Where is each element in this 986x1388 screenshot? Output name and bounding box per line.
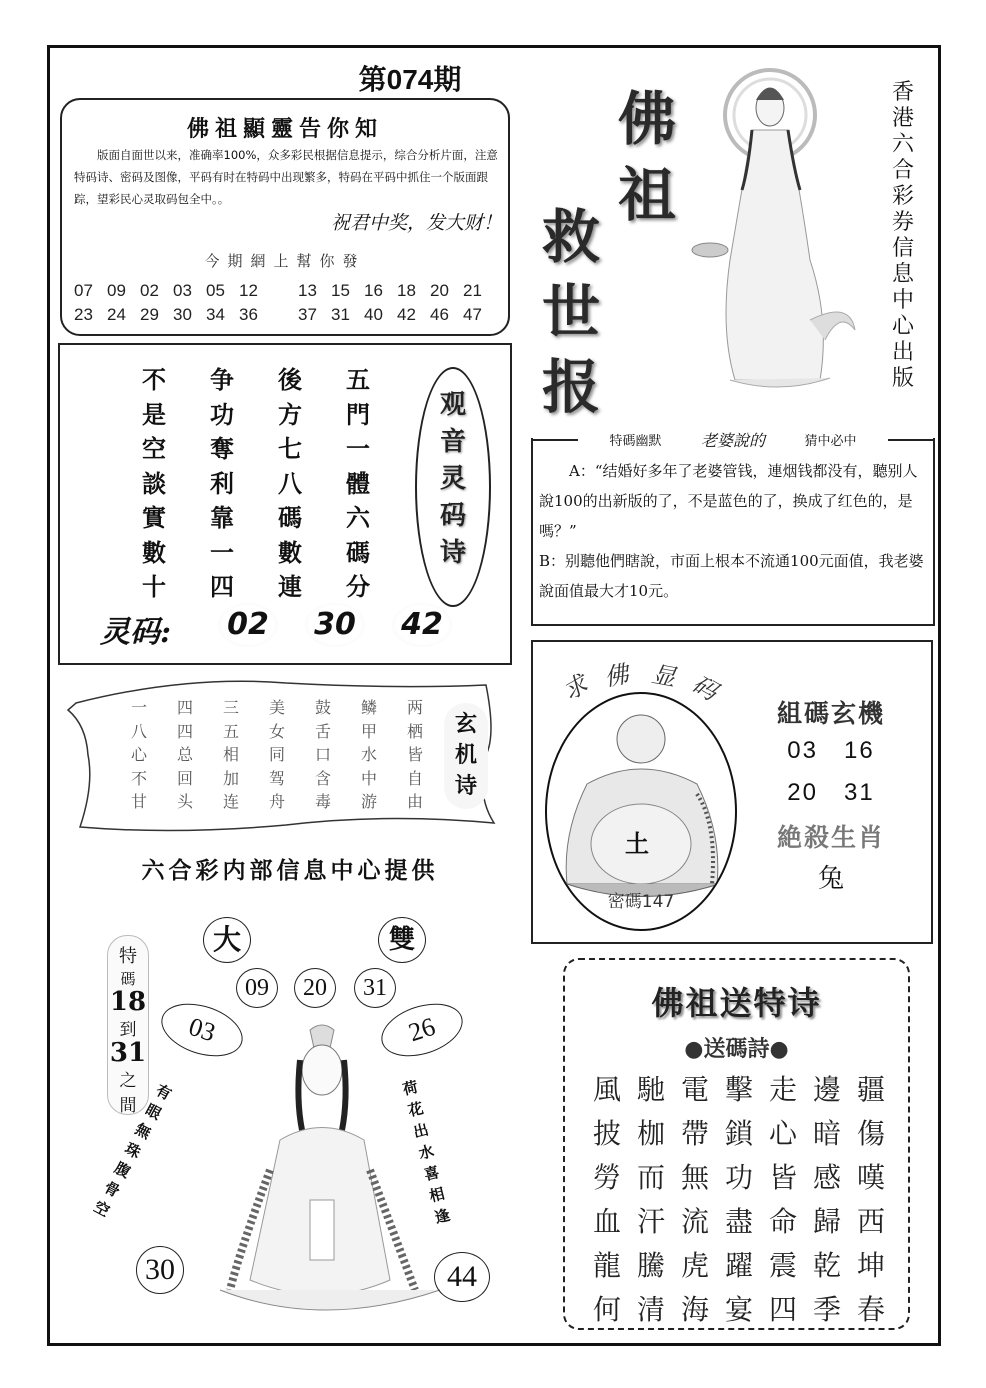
number: 05	[206, 281, 225, 300]
pill-char: 到	[119, 1020, 137, 1040]
poem-char: 中	[360, 768, 377, 788]
poem-char: 舟	[268, 792, 285, 811]
number: 02	[140, 281, 159, 300]
poem-char: 皆	[768, 1161, 797, 1194]
poem-char: 五	[222, 721, 239, 741]
number: 47	[463, 305, 482, 324]
pub-char: 港	[891, 106, 914, 131]
poem-char: 嘆	[856, 1161, 885, 1194]
pub-char: 中	[891, 288, 914, 313]
number: 20	[430, 281, 449, 300]
poem-char: 一	[130, 698, 147, 717]
top-number: 20	[294, 968, 336, 1008]
pub-char: 信	[891, 236, 914, 261]
lingma-number: 30	[305, 603, 365, 647]
poem-char: 而	[636, 1161, 665, 1194]
label-char: 诗	[439, 538, 466, 568]
poem-char: 方	[278, 399, 302, 429]
poem-char: 歸	[812, 1205, 841, 1238]
poem-char: 震	[768, 1249, 797, 1282]
poem-char: 女	[268, 721, 285, 741]
verse-char: 骨	[101, 1178, 123, 1201]
verse-char: 眼	[142, 1100, 165, 1124]
poem-char: 實	[142, 503, 166, 532]
poem-char: 相	[222, 745, 239, 764]
pub-char: 彩	[891, 184, 914, 209]
group-numbers	[741, 730, 921, 814]
poem-char: 枷	[636, 1117, 665, 1150]
poem-char: 空	[142, 434, 166, 463]
send-poem-subtitle: ●送碼詩●	[684, 1036, 789, 1062]
poem-char: 美	[268, 698, 285, 717]
bottom-right-number: 44	[434, 1252, 490, 1302]
arc-char: 码	[687, 669, 723, 706]
group-title: 組碼玄機	[776, 699, 885, 728]
subtitle-char: 世	[542, 278, 601, 346]
poem-char: 海	[680, 1293, 709, 1326]
poem-char: 是	[142, 399, 166, 429]
poem-char: 四	[176, 698, 193, 717]
poem-char: 十	[142, 572, 166, 601]
send-poem-box	[563, 958, 910, 1330]
poem-char: 奪	[210, 434, 234, 463]
poem-char: 加	[222, 768, 239, 788]
poem-char: 命	[768, 1205, 797, 1238]
send-poem-grid	[585, 1068, 893, 1332]
joke-box	[531, 431, 935, 626]
poem-char: 头	[176, 792, 193, 811]
poem-char: 何	[592, 1293, 621, 1326]
poem-char: 皆	[406, 745, 423, 764]
verse-char: 無	[132, 1119, 154, 1143]
poem-char: 舌	[314, 721, 331, 741]
number: 12	[239, 281, 258, 300]
poem-char: 利	[210, 468, 234, 498]
label-char: 玄	[454, 711, 477, 737]
poem-char: 八	[130, 721, 147, 741]
poem-char: 驾	[268, 768, 285, 788]
poem-char: 心	[768, 1117, 797, 1150]
poem-char: 功	[724, 1161, 753, 1194]
number: 46	[430, 305, 449, 324]
arc-char: 佛	[601, 660, 631, 692]
number-row-1	[74, 281, 499, 301]
joke-header-mid: 老婆說的	[700, 431, 765, 450]
pill-number: 18	[109, 987, 147, 1017]
poem-char: 四	[768, 1293, 797, 1326]
poem-char: 分	[346, 572, 370, 601]
poem-char: 争	[210, 365, 234, 394]
number: 03	[173, 281, 192, 300]
number: 40	[364, 305, 383, 324]
verse-char: 珠	[121, 1139, 144, 1163]
label-char: 诗	[454, 773, 477, 799]
poem-char: 披	[592, 1117, 621, 1150]
notice-title: 佛祖顯靈告你知	[186, 116, 383, 142]
poem-char: 數	[142, 537, 166, 567]
subtitle-char: 救	[542, 203, 601, 271]
secret-code: 密碼147	[607, 892, 675, 912]
top-number: 09	[236, 968, 278, 1008]
poem-char: 清	[636, 1293, 665, 1326]
poem-char: 靠	[210, 503, 234, 532]
poem-char: 总	[176, 745, 193, 764]
pub-char: 券	[891, 210, 914, 235]
big-label: 大	[203, 917, 251, 963]
xuanji-grid	[116, 695, 438, 813]
verse-char: 腹	[111, 1158, 134, 1182]
verse-char: 喜	[422, 1163, 442, 1185]
number: 24	[107, 305, 126, 324]
lingma-label: 灵码:	[100, 615, 172, 650]
poem-grid	[120, 360, 392, 602]
pill-char: 碼	[120, 970, 136, 988]
number: 30	[173, 305, 192, 324]
left-oval-number: 03	[155, 994, 250, 1066]
arc-char: 显	[649, 660, 679, 692]
xuanji-poem-scroll	[66, 675, 498, 833]
poem-char: 碼	[278, 503, 302, 532]
label-char: 灵	[439, 464, 466, 494]
poem-char: 季	[812, 1293, 841, 1326]
poem-char: 暗	[812, 1117, 841, 1150]
guanyin-poem-box	[58, 343, 512, 665]
number: 15	[331, 281, 350, 300]
poem-char: 乾	[812, 1249, 841, 1282]
poem-char: 含	[314, 768, 331, 788]
number: 23	[74, 305, 93, 324]
pub-char: 版	[891, 366, 914, 391]
poem-char: 勞	[592, 1161, 621, 1194]
poem-char: 甘	[130, 792, 147, 811]
poem-char: 四	[176, 721, 193, 741]
poem-char: 躍	[724, 1249, 753, 1282]
issue-number: 第074期	[358, 64, 462, 95]
send-poem-title: 佛祖送特诗	[651, 984, 822, 1022]
number: 16	[364, 281, 383, 300]
poem-char: 口	[314, 745, 331, 764]
buddha-box	[531, 640, 933, 944]
buddha-right-panel	[741, 694, 921, 895]
poem-char: 鎖	[724, 1117, 753, 1150]
joke-header-right: 猜中必中	[804, 434, 857, 449]
number-row-2	[74, 305, 499, 325]
number: 42	[397, 305, 416, 324]
tema-range-pill	[107, 935, 149, 1115]
pill-char: 特	[119, 946, 137, 967]
poem-char: 一	[210, 537, 234, 567]
poem-char: 五	[346, 365, 370, 394]
right-oval-number: 26	[375, 994, 470, 1066]
number: 31	[331, 305, 350, 324]
number: 07	[74, 281, 93, 300]
verse-char: 空	[90, 1197, 113, 1221]
poem-char: 流	[680, 1205, 709, 1238]
number: 18	[397, 281, 416, 300]
poem-char: 八	[278, 468, 302, 498]
buddha-oval	[545, 692, 737, 931]
poem-char: 盡	[724, 1205, 753, 1238]
poem-char: 心	[130, 745, 147, 764]
poem-char: 鼓	[314, 698, 331, 717]
poem-char: 疆	[856, 1073, 885, 1106]
poem-char: 由	[406, 792, 423, 811]
number: 13	[298, 281, 317, 300]
double-label: 雙	[378, 917, 426, 963]
kill-title: 絶殺生肖	[776, 823, 885, 852]
poem-char: 傷	[856, 1117, 885, 1150]
notice-body: 版面自面世以来，准确率100%，众多彩民根据信息提示，综合分析片面，注意特码诗、密码及图像，平码有时在特码中出现繁多，特码在平码中抓住一个版面跟踪，望彩民心灵取码包全中。。	[74, 148, 498, 206]
poem-char: 自	[406, 768, 423, 788]
group-number: 20	[787, 779, 818, 806]
subtitle-char: 报	[542, 353, 601, 421]
poem-char: 甲	[360, 721, 377, 741]
publisher-vertical	[888, 80, 918, 392]
pill-number: 31	[109, 1038, 147, 1068]
label-char: 码	[439, 501, 466, 531]
notice-wish: 祝君中奖，发大财！	[330, 212, 502, 234]
pill-char: 間	[119, 1096, 137, 1116]
poem-char: 两	[406, 698, 423, 717]
poem-char: 邊	[812, 1073, 841, 1106]
notice-box	[60, 98, 510, 336]
poem-char: 毒	[314, 792, 331, 811]
pub-char: 出	[891, 340, 914, 365]
notice-subheading: 今期網上幫你發	[204, 252, 366, 270]
joke-body	[539, 456, 927, 606]
poem-char: 汗	[636, 1205, 665, 1238]
poem-char: 騰	[636, 1249, 665, 1282]
joke-header-left: 特碼幽默	[609, 434, 662, 449]
title-char: 祖	[618, 161, 677, 229]
number: 29	[140, 305, 159, 324]
kill-zodiac: 兔	[817, 864, 844, 894]
number: 09	[107, 281, 126, 300]
pub-char: 心	[891, 314, 914, 339]
top-number: 31	[354, 968, 396, 1008]
pill-char: 之	[119, 1071, 137, 1091]
verse-char: 荷	[400, 1077, 420, 1099]
poem-char: 虎	[680, 1249, 709, 1282]
poem-char: 宴	[724, 1293, 753, 1326]
poem-char: 後	[278, 365, 302, 394]
bottom-left-number: 30	[136, 1246, 184, 1294]
poem-char: 功	[210, 399, 234, 429]
poem-char: 四	[210, 572, 234, 601]
poem-char: 龍	[592, 1249, 621, 1282]
guanyin-poem-label	[415, 367, 491, 607]
poem-char: 一	[346, 434, 370, 463]
poem-char: 門	[346, 399, 370, 429]
poem-char: 回	[176, 768, 193, 788]
verse-char: 花	[406, 1099, 426, 1121]
label-char: 机	[454, 742, 477, 768]
poem-char: 數	[278, 537, 302, 567]
buddha-arc-title	[555, 656, 725, 706]
lingma-number: 02	[218, 603, 278, 647]
poem-char: 春	[856, 1293, 885, 1326]
poem-char: 無	[680, 1161, 709, 1194]
poem-char: 談	[142, 468, 166, 498]
poem-char: 连	[222, 792, 239, 811]
poem-char: 七	[278, 434, 302, 463]
number: 37	[298, 305, 317, 324]
poem-char: 西	[856, 1205, 885, 1238]
verse-char: 逢	[432, 1205, 452, 1227]
poem-char: 風	[592, 1073, 621, 1106]
joke-header	[533, 428, 933, 451]
xuanji-label	[444, 703, 488, 809]
pub-char: 合	[891, 158, 914, 183]
belly-char: 土	[625, 829, 649, 858]
poem-char: 游	[360, 792, 377, 811]
title-char: 佛	[618, 85, 677, 153]
poem-char: 不	[142, 365, 166, 394]
pub-char: 六	[891, 132, 914, 157]
poem-char: 不	[130, 768, 147, 788]
poem-char: 體	[346, 468, 370, 498]
lingma-number: 42	[392, 603, 452, 647]
poem-char: 水	[360, 745, 377, 764]
poem-char: 坤	[856, 1249, 885, 1282]
verse-char: 相	[427, 1184, 447, 1206]
group-number: 16	[844, 737, 875, 764]
poem-char: 擊	[724, 1073, 753, 1106]
poem-char: 碼	[346, 537, 370, 567]
poem-char: 走	[768, 1073, 797, 1106]
poem-char: 六	[346, 503, 370, 532]
joke-line-b: B：别聽他們瞎說，市面上根本不流通100元面值，我老婆說面值最大才10元。	[539, 552, 924, 600]
joke-line-a: A：“结婚好多年了老婆管钱，連烟钱都没有，聽别人說100的出新版的了，不是蓝色的了，换成了红色的，是嗎？”	[539, 462, 918, 540]
label-char: 观	[439, 390, 466, 420]
poem-char: 馳	[636, 1073, 665, 1106]
group-number: 31	[844, 779, 875, 806]
arc-char: 求	[557, 669, 593, 706]
verse-char: 出	[411, 1120, 431, 1142]
poem-char: 血	[592, 1205, 621, 1238]
pub-char: 息	[891, 262, 914, 287]
poem-char: 帶	[680, 1117, 709, 1150]
poem-char: 電	[680, 1073, 709, 1106]
poem-char: 同	[268, 745, 285, 764]
number: 36	[239, 305, 258, 324]
poem-char: 連	[278, 572, 302, 601]
provider-line: 六合彩内部信息中心提供	[141, 857, 439, 884]
guanyin-standing-illustration	[690, 60, 870, 400]
poem-char: 三	[222, 698, 239, 717]
poem-char: 栖	[406, 721, 423, 741]
verse-char: 水	[416, 1141, 436, 1163]
pub-char: 香	[891, 80, 914, 105]
verse-char: 有	[152, 1080, 175, 1104]
poem-char: 鳞	[360, 698, 377, 717]
group-number: 03	[787, 737, 818, 764]
poem-char: 感	[812, 1161, 841, 1194]
number: 34	[206, 305, 225, 324]
number: 21	[463, 281, 482, 300]
label-char: 音	[439, 427, 466, 457]
